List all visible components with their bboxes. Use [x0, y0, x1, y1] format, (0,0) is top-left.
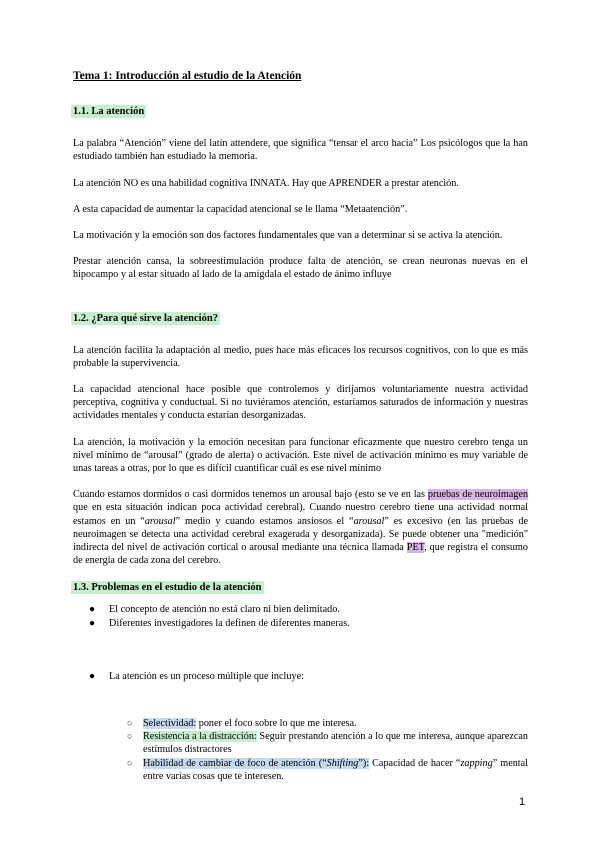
highlight-neuroimagen: pruebas de neuroimagen	[427, 489, 528, 501]
document-title: Tema 1: Introducción al estudio de la Atención	[73, 70, 302, 82]
list-item: ● Diferentes investigadores la definen de diferentes maneras.	[89, 617, 350, 629]
paragraph: La capacidad atencional hace posible que controlemos y dirijamos voluntariamente nuestra actividad perceptiva, cognitiva y conductual. Si no tuviéramos atención, estaríamos saturados de información y nuestras actividades mentales y conducta estarían desorganizadas.	[73, 384, 528, 422]
section-heading-1-1: 1.1. La atención	[73, 106, 145, 118]
document-content	[73, 70, 528, 783]
paragraph: A esta capacidad de aumentar la capacidad atencional se le llama “Metaatención”.	[73, 203, 408, 215]
highlight-pet: PET	[406, 542, 425, 554]
paragraph: La atención NO es una habilidad cognitiva INNATA. Hay que APRENDER a prestar atención.	[73, 177, 459, 189]
paragraph: La atención, la motivación y la emoción necesitan para funcionar eficazmente que nuestro cerebro tenga un nivel mínimo de “arousal” (grado de alerta) o activación. Este nivel de activación mínimo es muy variable de unas tareas a otras, por lo que es difícil cuantificar cuál es ese nivel mínimo	[73, 436, 528, 475]
highlight-term: Selectividad:	[143, 718, 197, 730]
list-item: ○ Resistencia a la distracción: Seguir prestando atención a lo que me interesa, aunque aparezcan estímulos distractores	[127, 731, 528, 756]
page-number: 1	[519, 796, 526, 808]
list-item: ● El concepto de atención no está claro ni bien delimitado.	[89, 604, 340, 616]
section-heading-1-3: 1.3. Problemas en el estudio de la atención	[73, 582, 262, 594]
paragraph: La atención facilita la adaptación al medio, pues hace más eficaces los recursos cognitivos, con lo que es más probable la supervivencia.	[73, 344, 528, 369]
list-item: ● La atención es un proceso múltiple que incluye:	[89, 670, 304, 682]
section-heading-1-2: 1.2. ¿Para qué sirve la atención?	[73, 312, 218, 324]
highlight-term: Habilidad de cambiar de foco de atención (“Shifting”):	[143, 757, 370, 769]
bullet-list	[73, 603, 528, 683]
paragraph: Prestar atención cansa, la sobreestimulación produce falta de atención, se crean neuronas nuevas en el hipocampo y al estar situado al lado de la amígdala el estado de ánimo influye	[73, 256, 528, 281]
list-item: ○ Selectividad: poner el foco sobre lo que me interesa.	[127, 718, 357, 730]
paragraph: La palabra “Atención” viene del latín attendere, que significa “tensar el arco hacia” Los psicólogos que la han estudiado también han estudiado la memoria.	[73, 138, 528, 163]
list-item: ○ Habilidad de cambiar de foco de atención (“Shifting”): Capacidad de hacer “zapping” mental entre varias cosas que te interesen.	[127, 757, 528, 782]
paragraph: La motivación y la emoción son dos factores fundamentales que van a determinar si se activa la atención.	[73, 230, 503, 242]
sub-list	[73, 717, 528, 783]
paragraph: Cuando estamos dormidos o casi dormidos tenemos un arousal bajo (esto se ve en las pruebas de neuroimagen que en esta situación indican poca actividad cerebral). Cuando nuestro cerebro tiene una actividad normal estamos en un “arousal” medio y cuando estamos ansiosos el “arousal” es excesivo (en las pruebas de neuroimagen se detecta una actividad cerebral exagerada y desorganizada). Se puede obtener una "medición" indirecta del nivel de activación cortical o arousal mediante una técnica llamada PET, que registra el consumo de energía de cada zona del cerebro.	[73, 489, 528, 567]
highlight-term: Resistencia a la distracción:	[143, 731, 257, 743]
